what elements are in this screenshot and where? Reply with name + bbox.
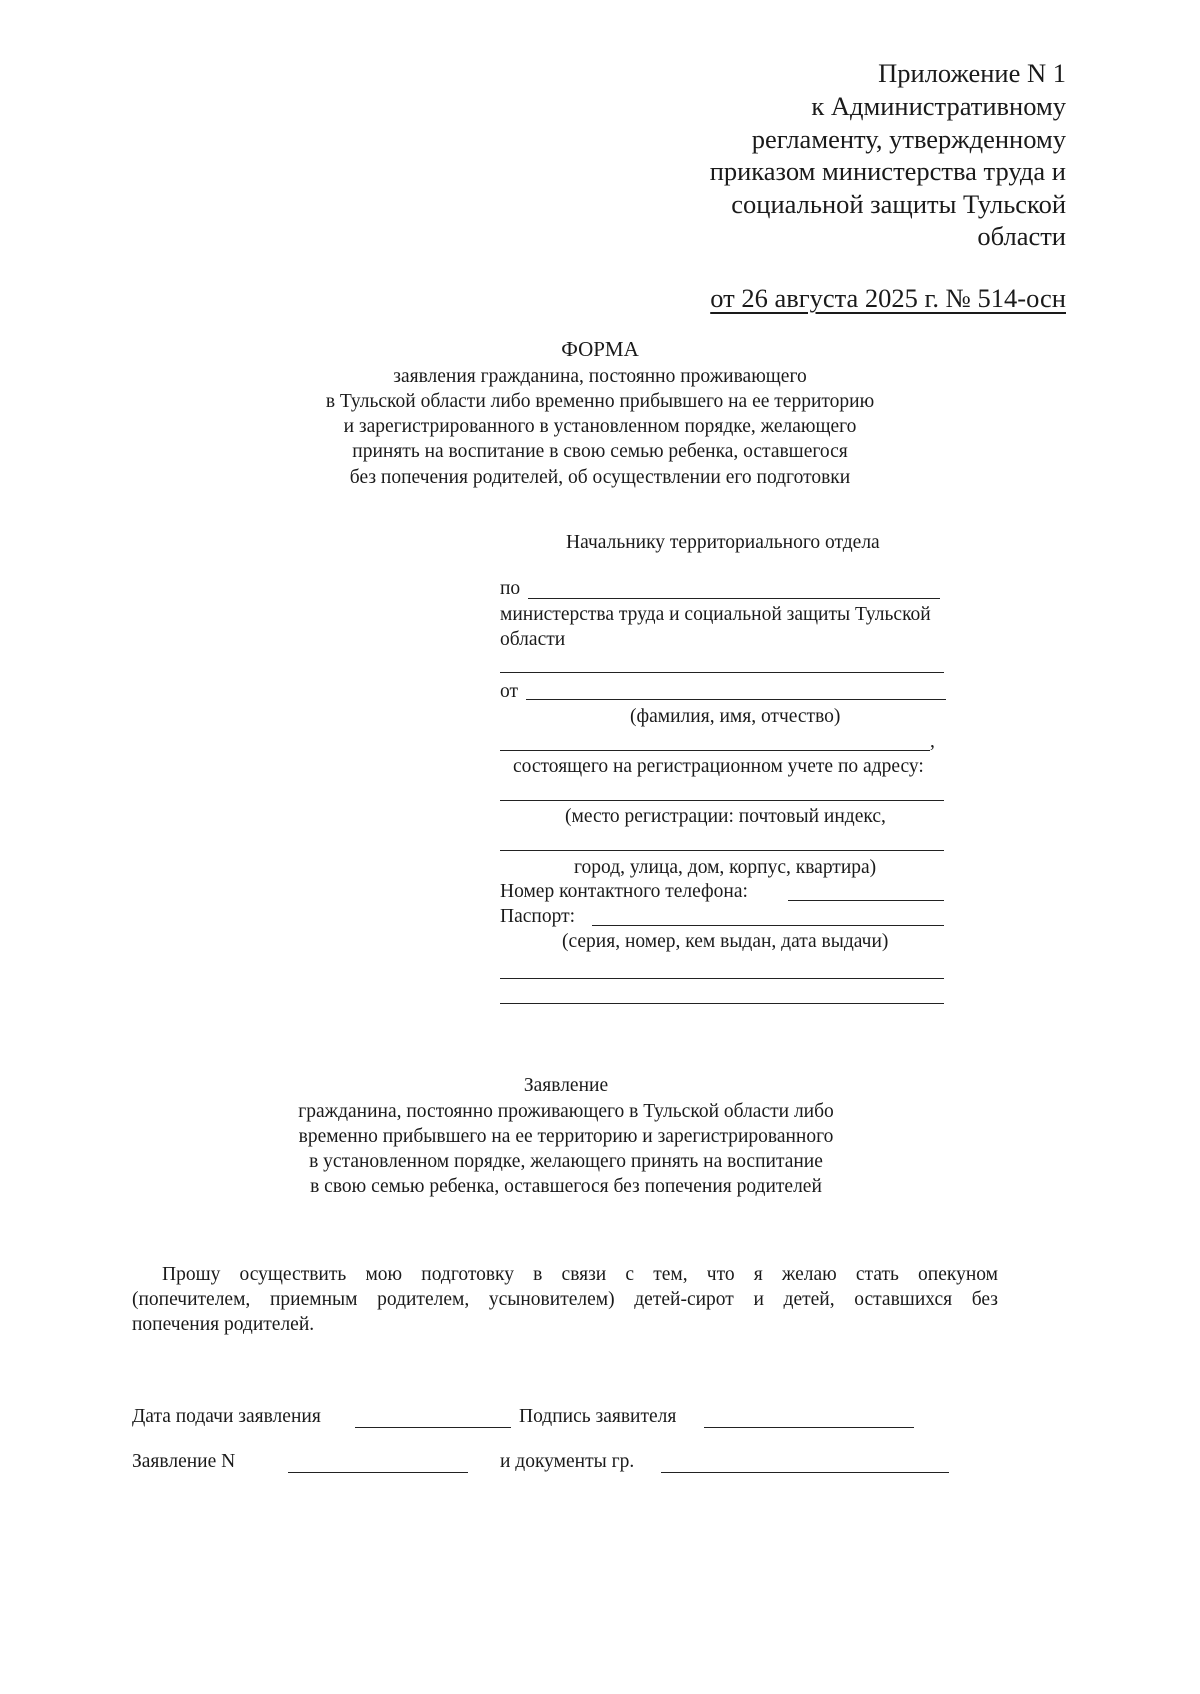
applicant-name-field-2[interactable] bbox=[500, 750, 930, 751]
po-label: по bbox=[500, 578, 521, 599]
appendix-line: регламенту, утвержденному bbox=[751, 124, 1066, 154]
signature-field[interactable] bbox=[704, 1427, 914, 1428]
department-field[interactable] bbox=[528, 598, 940, 599]
applicant-name-field[interactable] bbox=[526, 699, 946, 700]
form-heading: ФОРМА bbox=[561, 337, 639, 361]
passport-field-3[interactable] bbox=[500, 1003, 944, 1004]
blank-line-field[interactable] bbox=[500, 672, 944, 673]
phone-label: Номер контактного телефона: bbox=[500, 881, 748, 902]
appendix-line: Приложение N 1 bbox=[878, 58, 1066, 88]
fio-hint: (фамилия, имя, отчество) bbox=[630, 706, 841, 727]
appendix-line: социальной защиты Тульской bbox=[731, 189, 1066, 219]
statement-title-line: в свою семью ребенка, оставшегося без попечения родителей bbox=[310, 1176, 822, 1197]
request-line: попечения родителей. bbox=[132, 1314, 315, 1335]
order-date: от 26 августа 2025 г. № 514-осн bbox=[710, 283, 1066, 313]
passport-field[interactable] bbox=[592, 925, 944, 926]
signature-label: Подпись заявителя bbox=[519, 1406, 677, 1427]
appendix-line: области bbox=[977, 221, 1066, 251]
ministry-line: области bbox=[500, 629, 566, 650]
address-hint: (место регистрации: почтовый индекс, bbox=[565, 806, 886, 827]
appendix-line: приказом министерства труда и bbox=[709, 156, 1066, 186]
form-title-line: в Тульской области либо временно прибывшего на ее территорию bbox=[325, 391, 875, 412]
address-hint: город, улица, дом, корпус, квартира) bbox=[574, 857, 877, 878]
ministry-line: министерства труда и социальной защиты Тульской bbox=[500, 604, 931, 625]
statement-title-line: в установленном порядке, желающего принять на воспитание bbox=[309, 1151, 823, 1172]
registered-label: состоящего на регистрационном учете по адресу: bbox=[513, 756, 924, 777]
address-field[interactable] bbox=[500, 800, 944, 801]
statement-title-line: гражданина, постоянно проживающего в Тульской области либо bbox=[298, 1101, 834, 1122]
date-label: Дата подачи заявления bbox=[132, 1406, 321, 1427]
phone-field[interactable] bbox=[788, 900, 944, 901]
form-title-line: без попечения родителей, об осуществлении его подготовки bbox=[349, 467, 851, 488]
form-title-line: принять на воспитание в свою семью ребенка, оставшегося bbox=[352, 441, 848, 462]
statement-number-field[interactable] bbox=[288, 1472, 468, 1473]
address-field-2[interactable] bbox=[500, 850, 944, 851]
passport-hint: (серия, номер, кем выдан, дата выдачи) bbox=[562, 931, 889, 952]
passport-label: Паспорт: bbox=[500, 906, 576, 927]
request-line: (попечителем, приемным родителем, усыновителем) детей-сирот и детей, оставшихся без bbox=[132, 1289, 998, 1310]
request-line: Прошу осуществить мою подготовку в связи с тем, что я желаю стать опекуном bbox=[162, 1264, 998, 1285]
appendix-line: к Административному bbox=[811, 91, 1066, 121]
comma: , bbox=[930, 731, 935, 752]
statement-title-line: временно прибывшего на ее территорию и зарегистрированного bbox=[298, 1126, 834, 1147]
ot-label: от bbox=[500, 681, 519, 702]
number-label: Заявление N bbox=[132, 1451, 236, 1472]
addressee-head: Начальнику территориального отдела bbox=[566, 532, 880, 553]
form-title-line: и зарегистрированного в установленном порядке, желающего bbox=[343, 416, 857, 437]
request-paragraph bbox=[132, 1262, 998, 1337]
submission-date-field[interactable] bbox=[355, 1427, 511, 1428]
documents-label: и документы гр. bbox=[500, 1451, 635, 1472]
statement-heading: Заявление bbox=[523, 1075, 609, 1096]
documents-field[interactable] bbox=[661, 1472, 949, 1473]
passport-field-2[interactable] bbox=[500, 978, 944, 979]
form-title-line: заявления гражданина, постоянно проживающего bbox=[393, 366, 807, 387]
